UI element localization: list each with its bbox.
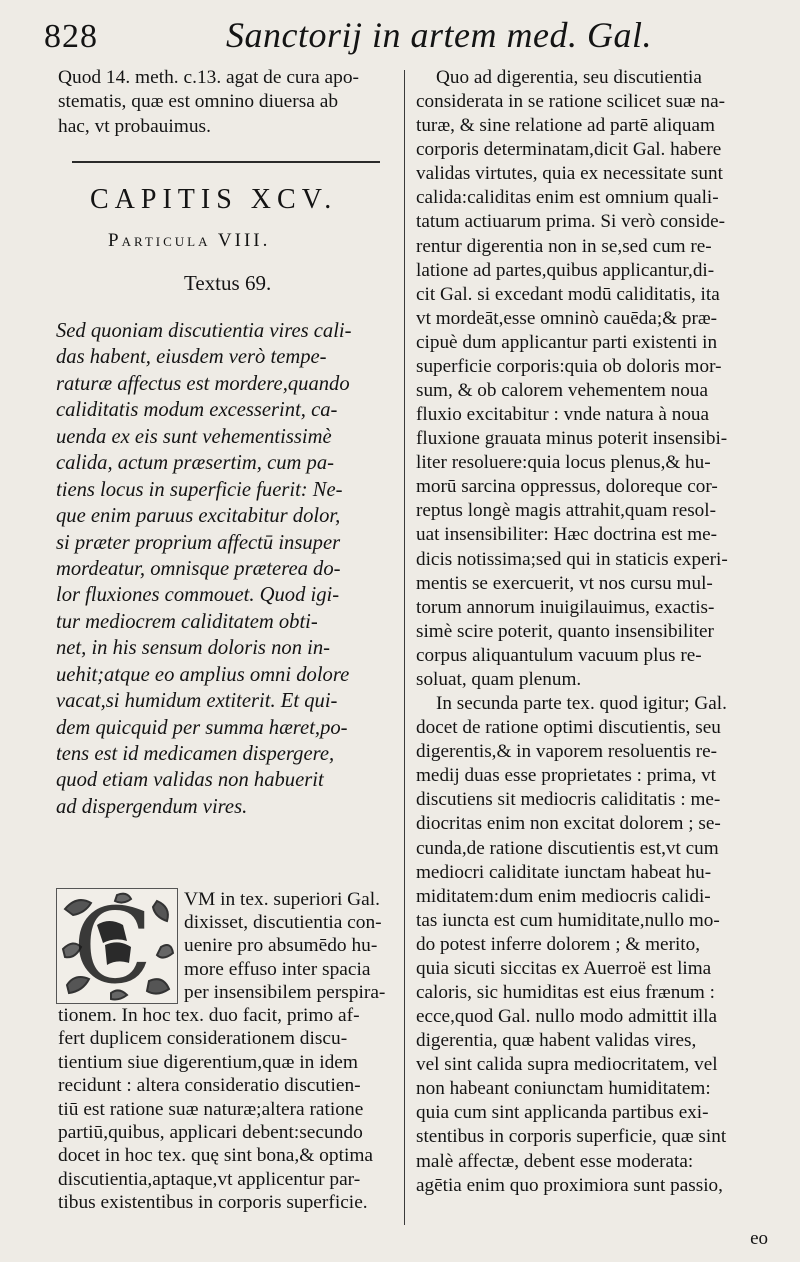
text-line: more effuso inter spacia	[184, 958, 371, 980]
catchword: eo	[750, 1228, 768, 1249]
text-line: validas virtutes, quia ex necessitate sunt	[416, 163, 723, 185]
text-line: ecce,quod Gal. nullo modo admittit illa	[416, 1006, 718, 1028]
text-line: cunda,de ratione discutientis est,vt cum	[416, 837, 719, 859]
text-line: superficie corporis:quia ob doloris mor-	[416, 355, 722, 377]
italic-line: lor fluxiones commouet. Quod igi-	[56, 584, 340, 607]
italic-line: das habent, eiusdem verò tempe-	[56, 346, 327, 369]
text-line: stentibus in corporis superficie, quæ sint	[416, 1126, 727, 1148]
text-line: vt mordeāt,esse omninò cauēda;& præ-	[416, 307, 718, 329]
text-line: dixisset, discutientia con-	[184, 912, 382, 934]
text-line: Quod 14. meth. c.13. agat de cura apo-	[58, 67, 359, 88]
italic-line: uenda ex eis sunt vehementissimè	[56, 425, 332, 448]
text-line: dicis notissima;sed qui in staticis experi-	[416, 548, 728, 570]
dropcap-text	[184, 888, 398, 1004]
text-line: tibus existentibus in corporis superficie.	[58, 1192, 368, 1214]
text-line: medij duas esse proprietates : prima, vt	[416, 765, 716, 787]
text-line: In secunda parte tex. quod igitur; Gal.	[436, 693, 727, 715]
text-line: soluat, quam plenum.	[416, 668, 582, 690]
text-line: fert duplicem considerationem discu-	[58, 1028, 348, 1050]
text-line: mentis se exercuerit, vt nos cursu mul-	[416, 572, 713, 594]
italic-line: caliditatis modum excesserint, ca-	[56, 399, 338, 422]
text-line: considerata in se ratione scilicet suæ na-	[416, 91, 726, 113]
text-line: turæ, & sine relatione ad partē aliquam	[416, 115, 715, 137]
left-body-text	[58, 1004, 398, 1215]
text-line: fluxione grauata minus poterit insensibi-	[416, 428, 728, 450]
text-line: malè affectæ, debent esse moderata:	[416, 1150, 694, 1172]
left-column	[56, 66, 398, 1256]
text-line: corpus aliquantulum vacuum plus re-	[416, 644, 702, 666]
text-line: docet in hoc tex. quę sint bona,& optima	[58, 1145, 374, 1167]
text-line: non habeant coniunctam humiditatem:	[416, 1078, 711, 1100]
text-line: morū sarcina oppressus, doloreque cor-	[416, 476, 718, 498]
italic-line: que enim paruus excitabitur dolor,	[56, 505, 341, 528]
italic-line: quod etiam validas non habuerit	[56, 769, 324, 792]
left-top-text	[58, 66, 398, 139]
text-line: vel sint calida supra mediocritatem, vel	[416, 1054, 718, 1076]
text-line: agētia enim quo proximiora sunt passio,	[416, 1174, 723, 1196]
text-line: do potest inferre dolorem ; & merito,	[416, 933, 701, 955]
text-line: partiū,quibus, applicari debent:secundo	[58, 1121, 363, 1143]
text-line: cipuè dum applicantur parti existenti in	[416, 331, 718, 353]
text-line: discutiens sit mediocris caliditatis : me-	[416, 789, 721, 811]
italic-line: tur mediocrem caliditatem obti-	[56, 610, 318, 633]
text-line: caloris, sic humiditas est eius frænum :	[416, 981, 715, 1003]
text-line: tatum actiuarum prima. Si verò conside-	[416, 211, 726, 233]
text-line: VM in tex. superiori Gal.	[184, 889, 381, 910]
page-number: 828	[44, 18, 98, 55]
text-line: uat insensibiliter: Hæc doctrina est me-	[416, 524, 718, 546]
right-body-text	[416, 66, 774, 1198]
text-line: corporis determinatam,dicit Gal. habere	[416, 139, 722, 161]
text-line: Quo ad digerentia, seu discutientia	[436, 67, 702, 88]
text-line: fluxio excitabitur : vnde natura à noua	[416, 404, 710, 426]
text-line: quia sicuti siccitas ex Auerroë est lima	[416, 957, 712, 979]
section-rule	[72, 161, 380, 163]
text-line: hac, vt probauimus.	[58, 115, 211, 137]
page-header	[0, 0, 800, 62]
right-column	[416, 66, 774, 1256]
text-line: tientium siue digerentium,quæ in idem	[58, 1051, 358, 1073]
dropcap-letter: C	[73, 885, 153, 1007]
decorated-initial	[56, 885, 178, 1007]
italic-line: ad dispergendum vires.	[56, 795, 248, 818]
text-line: diocritas enim non excitat dolorem ; se-	[416, 813, 721, 835]
text-line: tas iuncta est cum humiditate,nullo mo-	[416, 909, 720, 931]
text-line: reptus longè magis attrahit,quam resol-	[416, 500, 716, 522]
text-line: mediocri caliditate iunctam habeat hu-	[416, 861, 712, 883]
text-line: tionem. In hoc tex. duo facit, primo af-	[58, 1005, 360, 1026]
text-line: quia cum sint applicanda partibus exi-	[416, 1102, 709, 1124]
text-line: liter resoluere:quia locus plenus,& hu-	[416, 452, 711, 474]
italic-line: dem quicquid per summa hæret,po-	[56, 716, 348, 739]
italic-line: calida, actum præsertim, cum pa-	[56, 452, 334, 475]
text-line: docet de ratione optimi discutientis, seu	[416, 717, 721, 739]
text-line: cit Gal. si excedant modū caliditatis, ita	[416, 283, 720, 305]
italic-line: tens est id medicamen dispergere,	[56, 743, 335, 765]
column-divider	[404, 70, 405, 1225]
italic-line: raturæ affectus est mordere,quando	[56, 372, 350, 395]
text-line: discutientia,aptaque,vt applicentur par-	[58, 1168, 361, 1190]
text-line: latione ad partes,quibus applicantur,di-	[416, 259, 715, 281]
chapter-title: CAPITIS XCV.	[90, 184, 338, 215]
text-line: sum, & ob calorem vehementem noua	[416, 380, 708, 402]
text-line: digerentia, quæ habent validas vires,	[416, 1030, 697, 1052]
italic-line: Sed quoniam discutientia vires cali-	[56, 320, 352, 342]
text-line: uenire pro absumēdo hu-	[184, 935, 378, 957]
text-line: tiū est ratione suæ naturæ;altera ratione	[58, 1098, 364, 1120]
running-head: Sanctorij in artem med. Gal.	[226, 15, 652, 55]
text-line: stematis, quæ est omnino diuersa ab	[58, 91, 339, 113]
text-line: per insensibilem perspira-	[184, 981, 386, 1003]
particula-heading: Particula VIII.	[108, 230, 271, 251]
text-line: rentur digerentia non in se,sed cum re-	[416, 235, 712, 257]
text-line: miditatem:dum enim mediocris calidi-	[416, 885, 711, 907]
text-line: simè scire poterit, quanto insensibiliter	[416, 620, 714, 642]
italic-line: tiens locus in superficie fuerit: Ne-	[56, 478, 343, 501]
galen-text-block	[56, 318, 398, 820]
italic-line: net, in his sensum doloris non in-	[56, 637, 331, 660]
text-line: torum annorum inuigilauimus, exactis-	[416, 596, 715, 618]
italic-line: si præter proprium affectū insuper	[56, 531, 341, 554]
textus-heading: Textus 69.	[184, 271, 272, 295]
italic-line: vacat,si humidum extiterit. Et qui-	[56, 690, 338, 713]
text-line: digerentis,& in vaporem resoluentis re-	[416, 741, 718, 763]
text-line: recidunt : altera consideratio discutien-	[58, 1075, 361, 1097]
text-line: calida:caliditas enim est omnium quali-	[416, 187, 719, 209]
italic-line: uehit;atque eo amplius omni dolore	[56, 663, 350, 686]
italic-line: mordeatur, omnisque præterea do-	[56, 557, 341, 580]
